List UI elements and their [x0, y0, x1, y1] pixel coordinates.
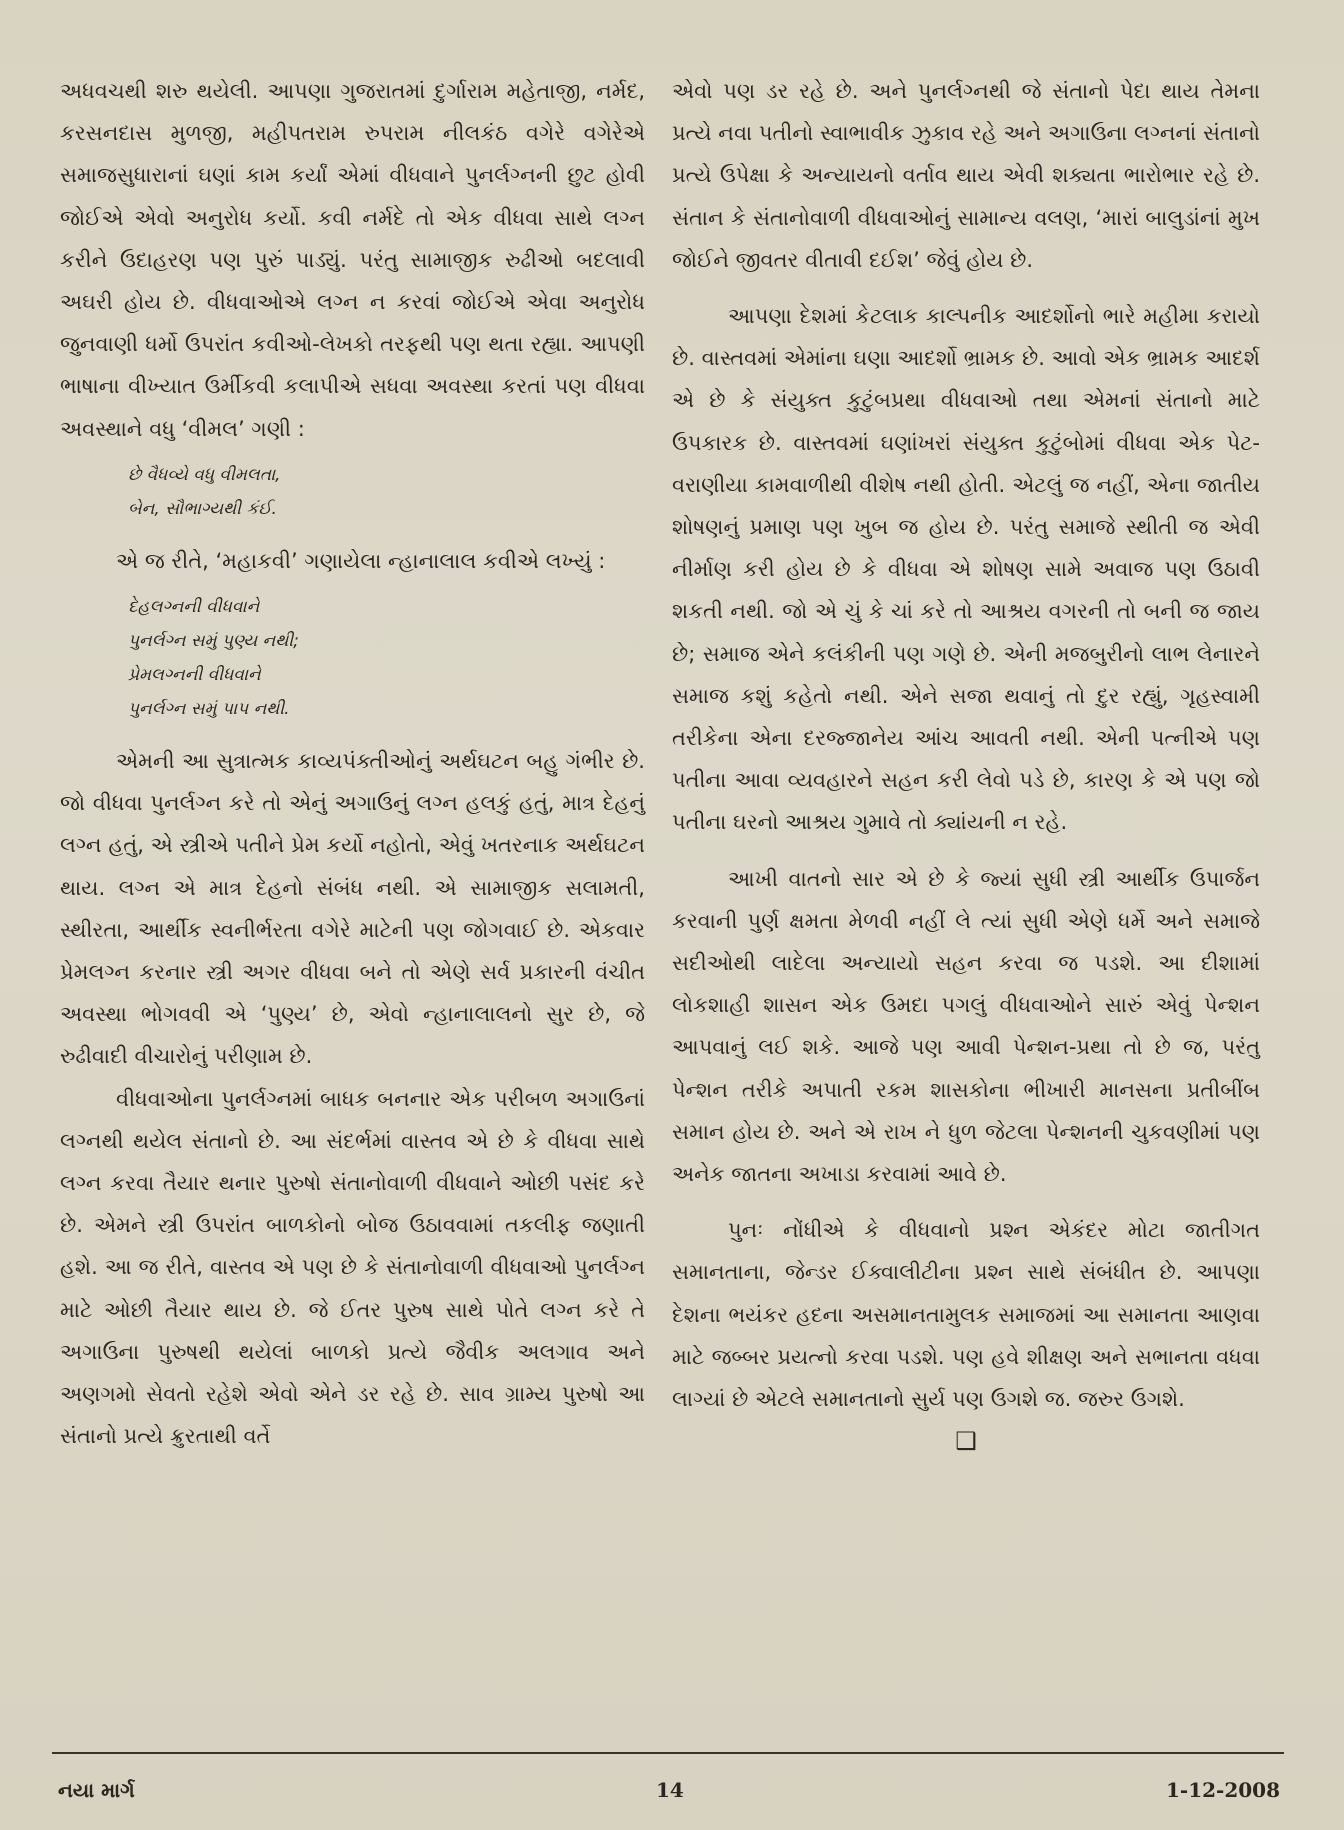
paragraph: એવો પણ ડર રહે છે. અને પુનર્લગ્નથી જે સંતાનો પેદા થાય તેમના પ્રત્યે નવા પતીનો સ્વાભાવીક ઝુકાવ રહે અને અગાઉના લગ્નનાં સંતાનો પ્રત્યે ઉપેક્ષા કે અન્યાયનો વર્તાવ થાય એવી શક્યતા ભારોભાર રહે છે. સંતાન કે સંતાનોવાળી વીધવાઓનું સામાન્ય વલણ, ‘મારાં બાલુડાંનાં મુખ જોઈને જીવતર વીતાવી દઈશ’ જેવું હોય છે. — [672, 79, 1260, 272]
left-column — [60, 70, 645, 1457]
page-number: 14 — [656, 1778, 684, 1802]
paragraph: એ જ રીતે, ‘મહાકવી’ ગણાયેલા ન્હાનાલાલ કવીએ લખ્યું : — [116, 548, 606, 573]
paragraph: અધવચથી શરુ થયેલી. આપણા ગુજરાતમાં દુર્ગારામ મહેતાજી, નર્મદ, કરસનદાસ મુળજી, મહીપતરામ રુપરામ નીલકંઠ વગેરે વગેરેએ સમાજસુધારાનાં ઘણાં કામ કર્યાં એમાં વીધવાને પુનર્લગ્નની છુટ હોવી જોઈએ એવો અનુરોધ કર્યો. કવી નર્મદે તો એક વીધવા સાથે લગ્ન કરીને ઉદાહરણ પણ પુરું પાડ્યું. પરંતુ સામાજીક રુઢીઓ બદલાવી અઘરી હોય છે. વીધવાઓએ લગ્ન ન કરવાં જોઈએ એવા અનુરોધ જુનવાણી ધર્મો ઉપરાંત કવીઓ-લેખકો તરફથી પણ થતા રહ્યા. આપણી ભાષાના વીખ્યાત ઉર્મીકવી કલાપીએ સધવા અવસ્થા કરતાં પણ વીધવા અવસ્થાને વધુ ‘વીમલ’ ગણી : — [60, 79, 645, 441]
issue-date: 1-12-2008 — [1165, 1778, 1280, 1802]
end-of-article-mark: ❑ — [955, 1427, 977, 1456]
verse-line: પુનર્લગ્ન સમું પુણ્ય નથી; — [128, 631, 299, 652]
paragraph: પુનઃ નોંધીએ કે વીધવાનો પ્રશ્ન એકંદર મોટા જાતીગત સમાનતાના, જેન્ડર ઈક્વાલીટીના પ્રશ્ન સાથે સંબંધીત છે. આપણા દેશના ભયંકર હદના અસમાનતામુલક સમાજમાં આ સમાનતા આણવા માટે જબ્બર પ્રયત્નો કરવા પડશે. પણ હવે શીક્ષણ અને સભાનતા વધવા લાગ્યાં છે એટલે સમાનતાનો સુર્ય પણ ઉગશે જ. જરુર ઉગશે. — [672, 1218, 1260, 1412]
right-column — [672, 70, 1260, 1456]
magazine-name: નયા માર્ગ — [58, 1778, 135, 1802]
verse-block-nhanalal — [128, 590, 645, 726]
footer-divider — [52, 1752, 1284, 1754]
verse-line: બેન, સૌભાગ્યથી કંઈ. — [128, 498, 277, 519]
paragraph: આખી વાતનો સાર એ છે કે જ્યાં સુધી સ્ત્રી આર્થીક ઉપાર્જન કરવાની પુર્ણ ક્ષમતા મેળવી નહીં લે ત્યાં સુધી એણે ધર્મે અને સમાજે સદીઓથી લાદેલા અન્યાયો સહન કરવા જ પડશે. આ દીશામાં લોકશાહી શાસન એક ઉમદા પગલું વીધવાઓને સારું એવું પેન્શન આપવાનું લઈ શકે. આજે પણ આવી પેન્શન-પ્રથા તો છે જ, પરંતુ પેન્શન તરીકે અપાતી રકમ શાસકોના ભીખારી માનસના પ્રતીબીંબ સમાન હોય છે. અને એ રાખ ને ધુળ જેટલા પેન્શનની ચુકવણીમાં પણ અનેક જાતના અખાડા કરવામાં આવે છે. — [672, 866, 1260, 1187]
verse-line: છે વૈધવ્યે વધુ વીમલતા, — [128, 464, 281, 485]
verse-line: પુનર્લગ્ન સમું પાપ નથી. — [128, 699, 290, 720]
paragraph: આપણા દેશમાં કેટલાક કાલ્પનીક આદર્શોનો ભારે મહીમા કરાયો છે. વાસ્તવમાં એમાંના ઘણા આદર્શો ભ્રામક છે. આવો એક ભ્રામક આદર્શ એ છે કે સંયુક્ત કુટુંબપ્રથા વીધવાઓ તથા એમનાં સંતાનો માટે ઉપકારક છે. વાસ્તવમાં ઘણાંખરાં સંયુક્ત કુટુંબોમાં વીધવા એક પેટ- વરાણીયા કામવાળીથી વીશેષ નથી હોતી. એટલું જ નહીં, એના જાતીય શોષણનું પ્રમાણ પણ ખુબ જ હોય છે. પરંતુ સમાજે સ્થીતી જ એવી નીર્માણ કરી હોય છે કે વીધવા એ શોષણ સામે અવાજ પણ ઉઠાવી શકતી નથી. જો એ ચું કે ચાં કરે તો આશ્રય વગરની તો બની જ જાય છે; સમાજ એને કલંકીની પણ ગણે છે. એની મજબુરીનો લાભ લેનારને સમાજ કશું કહેતો નથી. એને સજા થવાનું તો દુર રહ્યું, ગૃહસ્વામી તરીકેના એના દરજ્જાનેય આંચ આવતી નથી. એની પત્નીએ પણ પતીના આવા વ્યવહારને સહન કરી લેવો પડે છે, કારણ કે એ પણ જો પતીના ઘરનો આશ્રય ગુમાવે તો ક્યાંયની ન રહે. — [672, 304, 1260, 835]
paragraph: વીધવાઓના પુનર્લગ્નમાં બાધક બનનાર એક પરીબળ અગાઉનાં લગ્નથી થયેલ સંતાનો છે. આ સંદર્ભમાં વાસ્તવ એ છે કે વીધવા સાથે લગ્ન કરવા તૈયાર થનાર પુરુષો સંતાનોવાળી વીધવાને ઓછી પસંદ કરે છે. એમને સ્ત્રી ઉપરાંત બાળકોનો બોજ ઉઠાવવામાં તકલીફ જણાતી હશે. આ જ રીતે, વાસ્તવ એ પણ છે કે સંતાનોવાળી વીધવાઓ પુનર્લગ્ન માટે ઓછી તૈયાર થાય છે. જે ઈતર પુરુષ સાથે પોતે લગ્ન કરે તે અગાઉના પુરુષથી થયેલાં બાળકો પ્રત્યે જૈવીક અલગાવ અને અણગમો સેવતો રહેશે એવો એને ડર રહે છે. સાવ ગ્રામ્ય પુરુષો આ સંતાનો પ્રત્યે ક્રુરતાથી વર્તે — [60, 1086, 645, 1449]
paragraph: એમની આ સુત્રાત્મક કાવ્યપંક્તીઓનું અર્થઘટન બહુ ગંભીર છે. જો વીધવા પુનર્લગ્ન કરે તો એનું અગાઉનું લગ્ન હલકું હતું, માત્ર દેહનું લગ્ન હતું, એ સ્ત્રીએ પતીને પ્રેમ કર્યો નહોતો, એવું ખતરનાક અર્થઘટન થાય. લગ્ન એ માત્ર દેહનો સંબંધ નથી. એ સામાજીક સલામતી, સ્થીરતા, આર્થીક સ્વનીર્ભરતા વગેરે માટેની પણ જોગવાઈ છે. એકવાર પ્રેમલગ્ન કરનાર સ્ત્રી અગર વીધવા બને તો એણે સર્વ પ્રકારની વંચીત અવસ્થા ભોગવવી એ ‘પુણ્ય’ છે, એવો ન્હાનાલાલનો સુર છે, જે રુઢીવાદી વીચારોનું પરીણામ છે. — [60, 749, 645, 1069]
verse-line: પ્રેમલગ્નની વીધવાને — [128, 665, 261, 686]
verse-block-kalapi — [128, 458, 645, 526]
verse-line: દેહલગ્નની વીધવાને — [128, 597, 260, 618]
